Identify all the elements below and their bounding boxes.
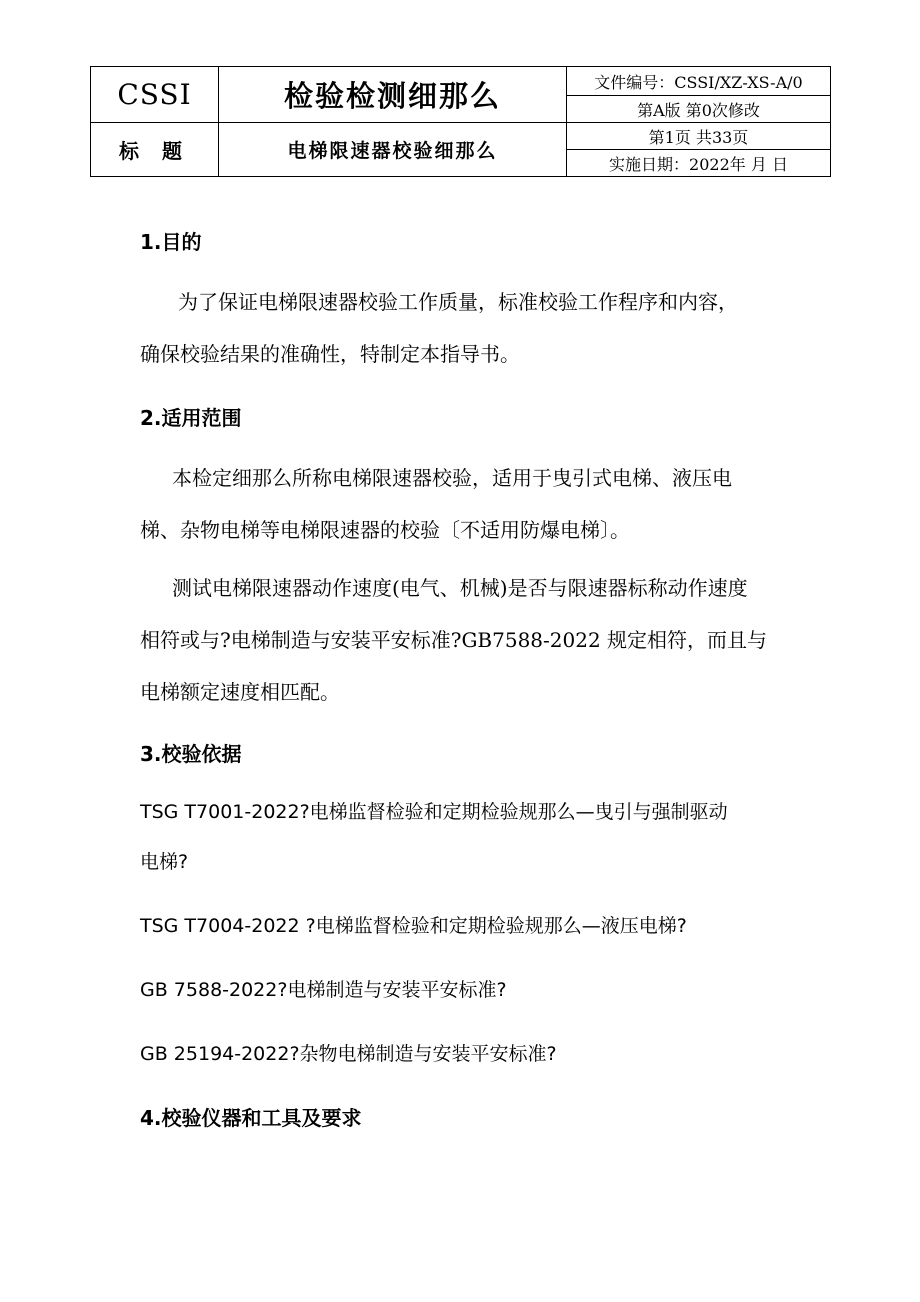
section-2-p1-line-2: 梯、杂物电梯等电梯限速器的校验〔不适用防爆电梯〕。 <box>140 518 630 542</box>
reference-3: GB 7588-2022?电梯制造与安装平安标准? <box>140 979 507 1001</box>
section-2-p2-line-2: 相符或与?电梯制造与安装平安标准?GB7588-2022 规定相符，而且与 <box>140 628 768 652</box>
page-count: 第1页 共33页 <box>567 123 831 150</box>
file-number: 文件编号：CSSI/XZ-XS-A/0 <box>567 67 831 96</box>
effective-date: 实施日期：2022年 月 日 <box>567 150 831 177</box>
doc-subject: 电梯限速器校验细那么 <box>219 123 567 177</box>
reference-4: GB 25194-2022?杂物电梯制造与安装平安标准? <box>140 1043 557 1065</box>
section-1-line-2: 确保校验结果的准确性，特制定本指导书。 <box>140 342 520 366</box>
reference-2: TSG T7004-2022 ?电梯监督检验和定期检验规那么—液压电梯? <box>140 915 687 937</box>
section-2-p2-line-1: 测试电梯限速器动作速度(电气、机械)是否与限速器标称动作速度 <box>172 576 748 600</box>
subject-label <box>91 123 219 177</box>
reference-1-line-1: TSG T7001-2022?电梯监督检验和定期检验规那么—曳引与强制驱动 <box>140 801 728 823</box>
section-2-p2-line-3: 电梯额定速度相匹配。 <box>140 680 340 704</box>
section-2-heading: 2.适用范围 <box>140 406 242 430</box>
subject-label-text: 标 题 <box>119 139 190 163</box>
document-header-table <box>90 66 831 177</box>
section-2-p1-line-1: 本检定细那么所称电梯限速器校验，适用于曳引式电梯、液压电 <box>172 466 732 490</box>
reference-1-line-2: 电梯? <box>140 851 189 873</box>
doc-category-title: 检验检测细那么 <box>219 67 567 123</box>
version-info: 第A版 第0次修改 <box>567 96 831 123</box>
org-code: CSSI <box>91 67 219 123</box>
section-1-heading: 1.目的 <box>140 230 202 254</box>
section-1-line-1: 为了保证电梯限速器校验工作质量，标准校验工作程序和内容， <box>178 290 738 314</box>
section-3-heading: 3.校验依据 <box>140 742 242 766</box>
section-4-heading: 4.校验仪器和工具及要求 <box>140 1106 362 1130</box>
